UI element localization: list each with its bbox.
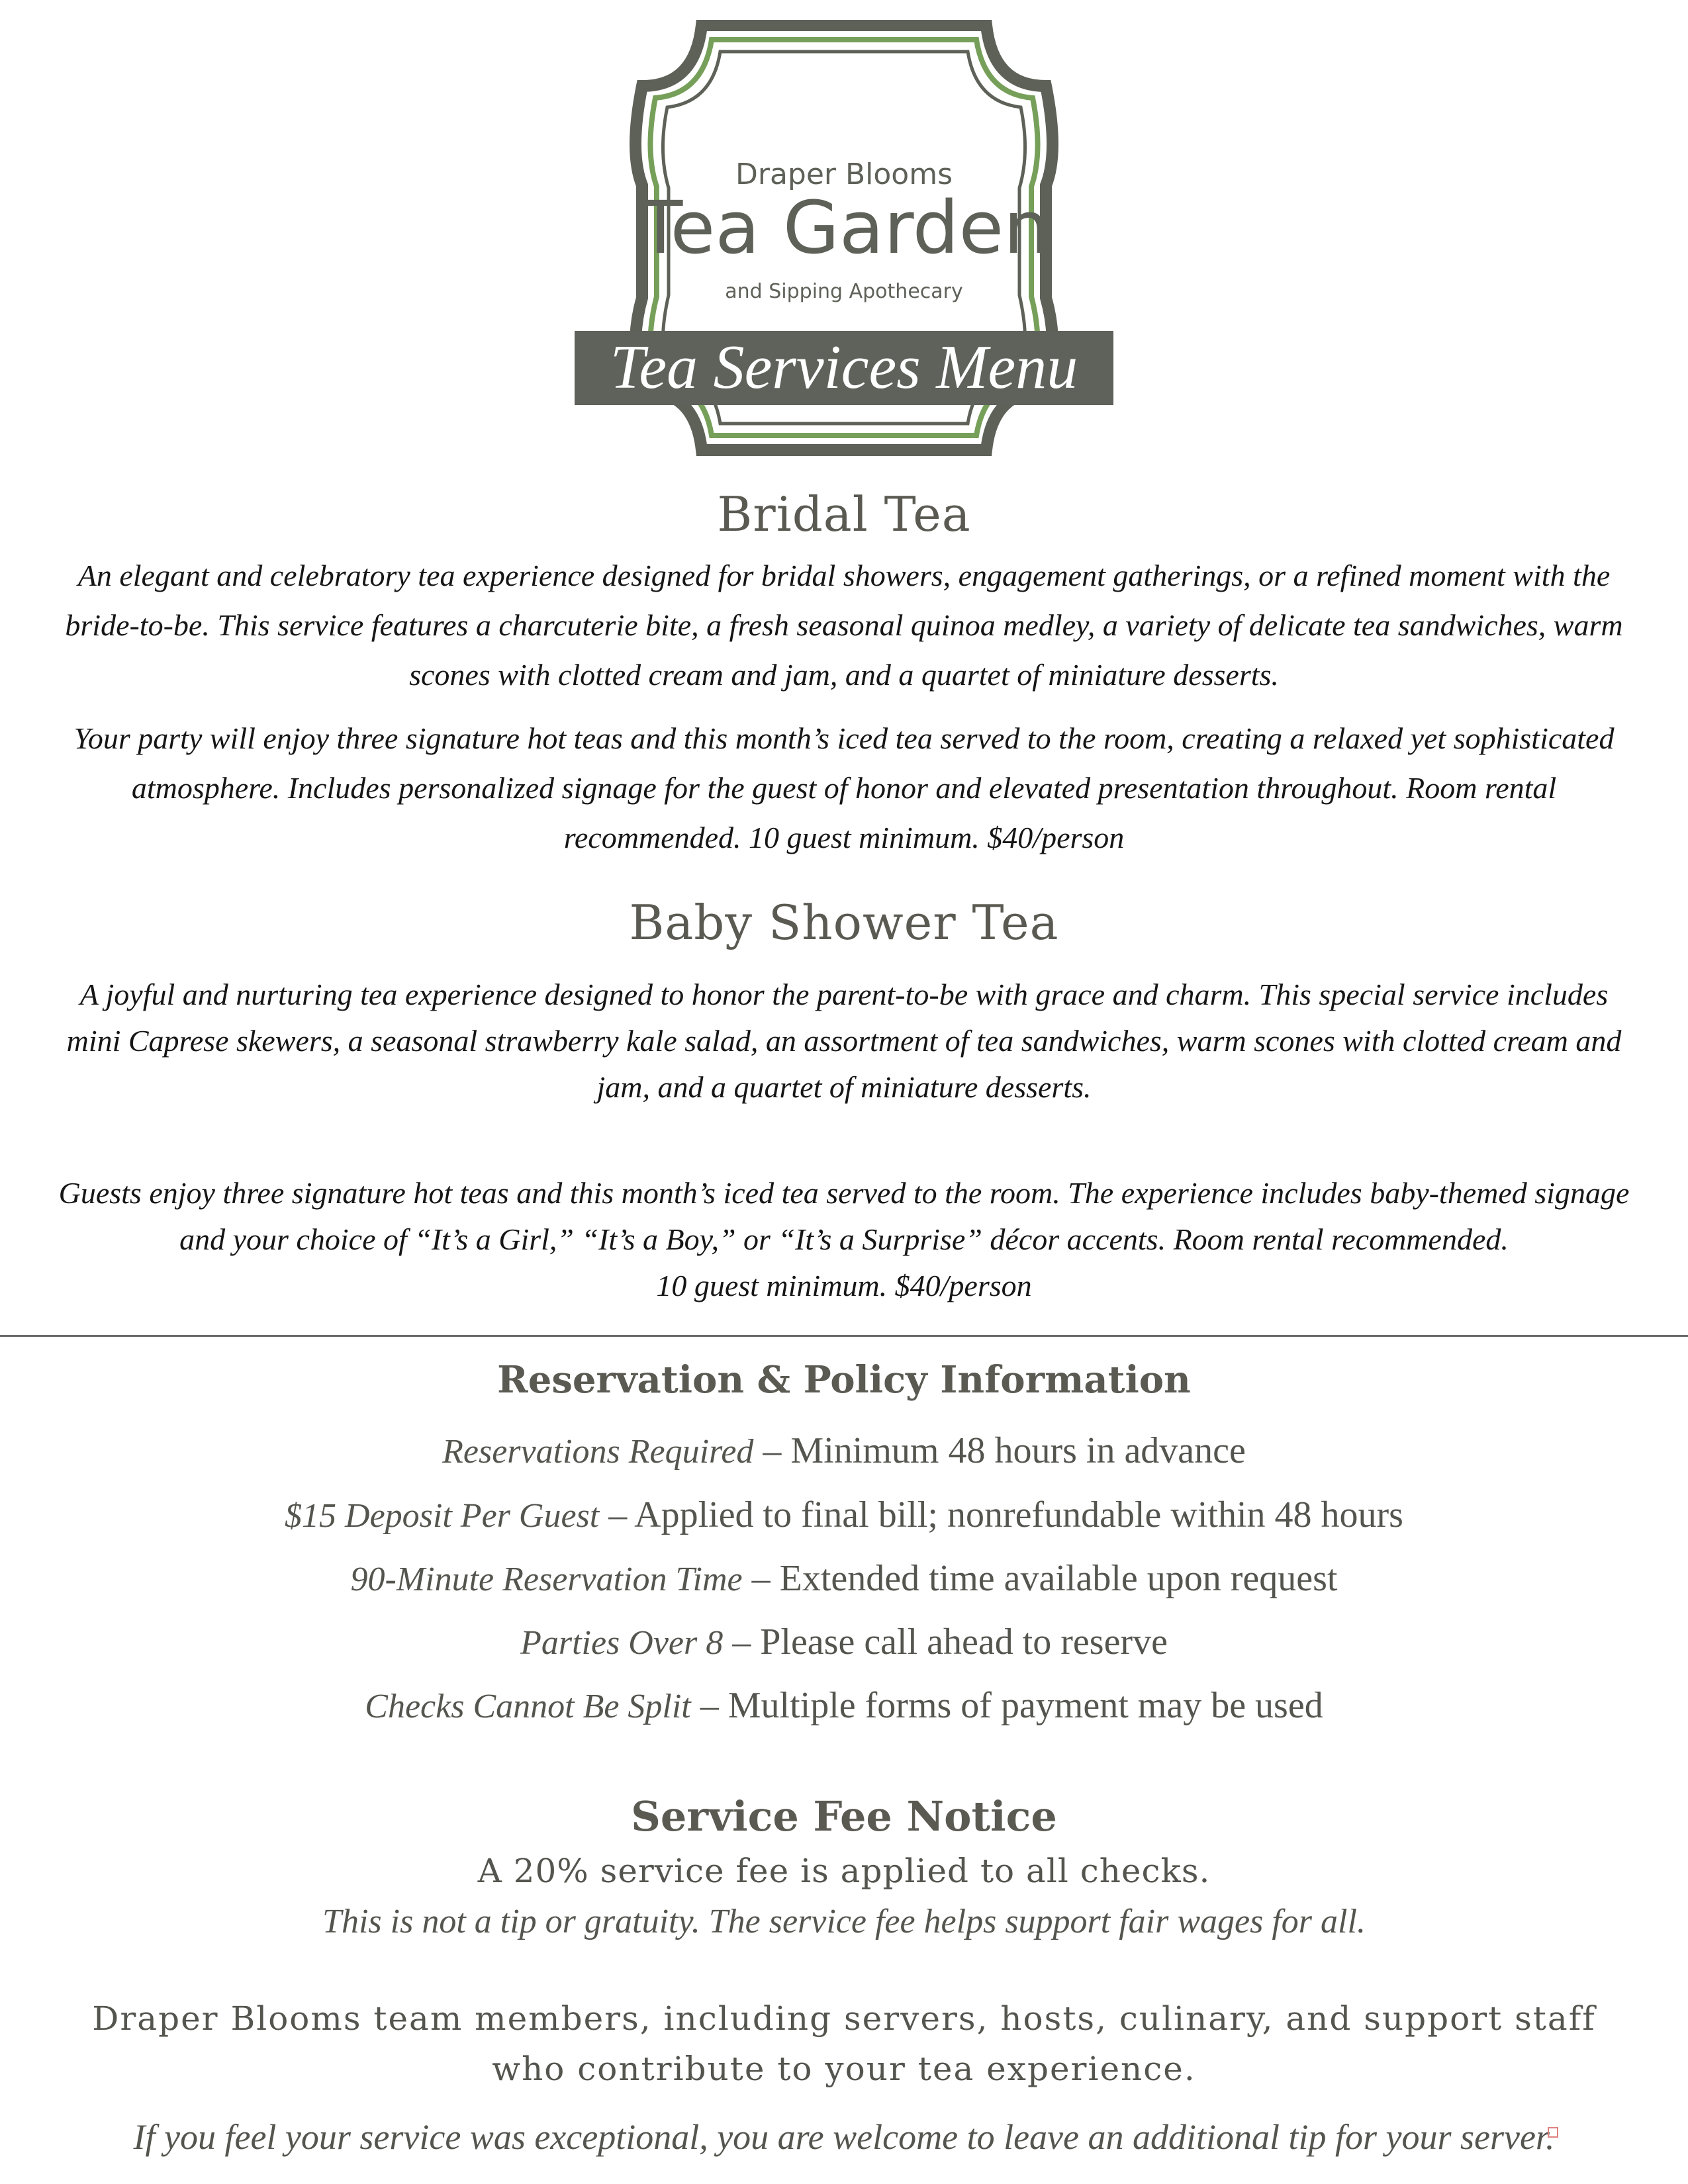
- bridal-line: atmosphere. Includes personalized signage for the guest of honor and elevated presentation throughout. Room rental: [131, 771, 1557, 805]
- baby-shower-tea-description: [0, 972, 1688, 1111]
- bridal-tea-details: [0, 713, 1688, 862]
- bridal-line: scones with clotted cream and jam, and a quartet of miniature desserts.: [409, 658, 1279, 692]
- tea-garden-logo: [569, 20, 1119, 457]
- tip-note: If you feel your service was exceptional, you are welcome to leave an additional tip for your server.: [133, 2117, 1555, 2157]
- policy-heading: Reservation & Policy Information: [497, 1358, 1191, 1402]
- bridal-tea-title: Bridal Tea: [717, 486, 971, 542]
- baby-line: 10 guest minimum. $40/person: [656, 1269, 1032, 1302]
- policy-item-text: – Multiple forms of payment may be used: [690, 1685, 1323, 1726]
- policy-item-lead: Parties Over 8: [520, 1624, 724, 1662]
- logo-banner-text: Tea Services Menu: [610, 333, 1078, 402]
- bridal-line: An elegant and celebratory tea experience designed for bridal showers, engagement gatherings, or a refined moment with the: [77, 559, 1611, 592]
- policy-item: [0, 1684, 1688, 1727]
- baby-line: Guests enjoy three signature hot teas and this month’s iced tea served to the room. The experience includes baby-themed signage: [58, 1176, 1630, 1210]
- policy-item-text: – Minimum 48 hours in advance: [753, 1430, 1246, 1471]
- policy-item-lead: Checks Cannot Be Split: [365, 1688, 691, 1725]
- policy-item: [0, 1430, 1688, 1472]
- policy-item-lead: Reservations Required: [442, 1433, 754, 1471]
- policy-item: [0, 1557, 1688, 1600]
- policy-item-text: – Please call ahead to reserve: [723, 1621, 1168, 1662]
- baby-line: jam, and a quartet of miniature desserts.: [596, 1070, 1092, 1104]
- bridal-tea-description: [0, 551, 1688, 700]
- team-line: Draper Blooms team members, including servers, hosts, culinary, and support staff: [92, 1999, 1596, 2038]
- baby-shower-tea-details: [0, 1170, 1688, 1309]
- bridal-line: bride-to-be. This service features a charcuterie bite, a fresh seasonal quinoa medley, a variety of delicate tea sandwiches, warm: [65, 608, 1623, 642]
- bridal-line: recommended. 10 guest minimum. $40/person: [563, 821, 1125, 854]
- baby-line: mini Caprese skewers, a seasonal strawberry kale salad, an assortment of tea sandwiches, warm scones with clotted cream and: [66, 1024, 1622, 1058]
- baby-shower-tea-title: Baby Shower Tea: [629, 895, 1059, 950]
- policy-item: [0, 1621, 1688, 1663]
- baby-line: A joyful and nurturing tea experience designed to honor the parent-to-be with grace and charm. This special service includes: [79, 978, 1609, 1011]
- corner-mark-icon: [1548, 2127, 1558, 2138]
- logo-top-line: Draper Blooms: [735, 158, 953, 191]
- service-fee-heading: Service Fee Notice: [631, 1792, 1057, 1841]
- policy-item-text: – Applied to final bill; nonrefundable within 48 hours: [599, 1494, 1403, 1535]
- team-line: who contribute to your tea experience.: [492, 2050, 1196, 2088]
- logo-sub-line: and Sipping Apothecary: [725, 280, 963, 303]
- logo-name: Tea Garden: [638, 185, 1050, 270]
- policy-item-lead: $15 Deposit Per Guest: [285, 1497, 600, 1535]
- bridal-line: Your party will enjoy three signature hot teas and this month’s iced tea served to the room, creating a relaxed yet sophisticated: [73, 721, 1615, 755]
- service-fee-main: A 20% service fee is applied to all checks.: [477, 1852, 1211, 1890]
- policy-item-lead: 90-Minute Reservation Time: [350, 1561, 743, 1598]
- service-fee-note: This is not a tip or gratuity. The service fee helps support fair wages for all.: [322, 1903, 1366, 1940]
- baby-line: and your choice of “It’s a Girl,” “It’s a Boy,” or “It’s a Surprise” décor accents. Room rental recommended.: [179, 1222, 1509, 1256]
- policy-item: [0, 1494, 1688, 1536]
- policy-item-text: – Extended time available upon request: [742, 1558, 1338, 1599]
- team-members-text: [0, 1993, 1688, 2094]
- section-divider: [0, 1335, 1688, 1337]
